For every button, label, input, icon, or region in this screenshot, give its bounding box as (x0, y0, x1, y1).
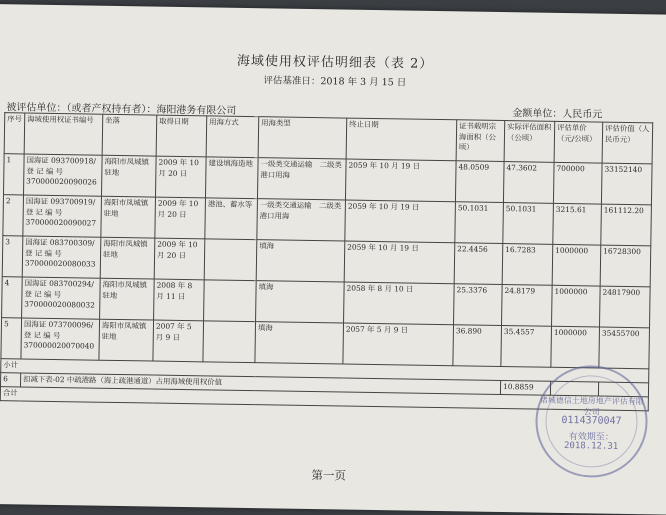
cell-no: 3 (2, 236, 23, 277)
header-location: 坐落 (102, 114, 157, 156)
subtotal-label: 小计 (1, 359, 649, 383)
cell-use-type: 填海 (256, 281, 345, 323)
valuation-table (0, 112, 653, 411)
cell-unit-price: 3215.61 (553, 203, 602, 245)
cell-acquired: 2009 年 10 月 20 日 (155, 197, 206, 239)
cell-eval-area: 47.3602 (503, 162, 554, 204)
header-cert-area: 证书载明宗海面积（公顷） (456, 120, 505, 162)
currency-unit: 金额单位：人民币元 (512, 108, 603, 121)
cell-acquired: 2009 年 10 月 20 日 (154, 238, 205, 280)
cell-no: 6 (0, 373, 20, 387)
cell-value: 161112.20 (601, 204, 652, 246)
cell-location: 海阳市凤城镇驻地 (100, 237, 155, 279)
cell-no: 4 (2, 277, 23, 318)
seal-valid-label: 有效期至： (568, 432, 614, 443)
cell-use-type: 填海 (255, 322, 344, 364)
header-acquired: 取得日期 (156, 115, 207, 157)
seal-code: 0114370047 (561, 414, 622, 427)
cell-cert-area: 48.0509 (455, 161, 504, 203)
header-unit-price: 评估单价（元/公顷） (554, 121, 603, 163)
cell-end-date: 2057 年 5 月 9 日 (343, 323, 454, 366)
cell-location: 海阳市凤城镇驻地 (101, 155, 156, 197)
header-use-type: 用海类型 (258, 117, 347, 159)
cell-use-type: 填海 (256, 240, 345, 282)
cell-unit-price: 1000000 (552, 244, 601, 286)
company-seal-stamp (535, 365, 649, 479)
cell-no: 5 (1, 318, 22, 359)
cell-value: 33152140 (601, 163, 652, 205)
cell-acquired: 2009 年 10 月 20 日 (155, 156, 206, 198)
cell-cert: 国海证 093700919/登 记 编 号 370000020090027 (23, 195, 102, 237)
cell-end-date: 2059 年 10 月 19 日 (345, 159, 456, 202)
header-value: 评估价值（人民币元） (602, 122, 653, 164)
cell-use-mode: 港池、蓄水等 (205, 198, 258, 240)
cell-cert: 国海证 073700096/登 记 编 号 370000020070040 (21, 318, 100, 360)
cell-end-date: 2059 年 10 月 19 日 (344, 241, 455, 284)
cell-use-type: 一级类交通运输 二级类港口用海 (257, 158, 346, 200)
cell-unit-price: 1000000 (551, 326, 600, 368)
cell-end-date: 2059 年 10 月 19 日 (345, 200, 456, 243)
total-label: 合计 (0, 387, 648, 411)
cell-location: 海阳市凤城镇驻地 (99, 319, 154, 361)
cell-end-date: 2058 年 8 月 10 日 (344, 282, 455, 325)
cell-location: 海阳市凤城镇驻地 (101, 196, 156, 238)
seal-date: 2018.12.31 (563, 441, 619, 452)
header-cert: 海域使用权证书编号 (24, 113, 103, 155)
cell-eval-area: 24.8179 (502, 285, 553, 327)
cell-unit-price: 700000 (553, 162, 602, 204)
header-no: 序号 (4, 113, 25, 154)
cell-eval-area: 16.7283 (502, 244, 553, 286)
header-use-mode: 用海方式 (206, 116, 259, 158)
cell-value: 35455700 (599, 327, 650, 369)
seal-company-name: 诸城德信土地房地产评估有限公司 (539, 395, 644, 417)
document-sheet (0, 4, 666, 515)
header-eval-area: 实际评估面积（公顷） (504, 121, 555, 163)
cell-value: 24817900 (600, 286, 651, 328)
cell-no: 2 (3, 195, 24, 236)
cell-eval-area: 10.8859 (500, 381, 550, 396)
cell-cert: 国海证 093700918/登 记 编 号 370000020090026 (24, 154, 103, 196)
cell-use-mode (203, 321, 256, 363)
cell-unit-price: 1000000 (552, 285, 601, 327)
cell-use-type: 一级类交通运输 二级类港口用海 (257, 199, 346, 241)
base-date: 评估基准日：2018 年 3 月 15 日 (263, 75, 407, 89)
page-footer: 第一页 (311, 468, 346, 483)
cell-cert: 国海证 083700294/登 记 编 号 370000020080032 (22, 277, 101, 319)
cell-cert: 国海证 083700309/登 记 编 号 370000020080033 (22, 236, 101, 278)
cell-cert-area: 25.3376 (454, 284, 503, 326)
cell-acquired: 2008 年 8 月 11 日 (154, 279, 205, 321)
cell-location: 海阳市凤城镇驻地 (100, 278, 155, 320)
cell-use-mode (204, 280, 257, 322)
cell-value: 16728300 (600, 245, 651, 287)
deduction-text: 扣减下表-02 中疏港路（海上疏港通道）占用海域使用权价值 (20, 373, 500, 395)
cell-cert-area: 50.1031 (455, 202, 504, 244)
cell-acquired: 2007 年 5 月 9 日 (153, 320, 204, 362)
cell-no: 1 (4, 154, 25, 195)
cell-eval-area: 35.4557 (501, 326, 552, 368)
header-end-date: 终止日期 (346, 118, 457, 161)
cell-use-mode: 建设填海造地 (205, 157, 258, 199)
cell-cert-area: 22.4456 (454, 243, 503, 285)
evaluated-unit: 被评估单位：（或者产权持有者）：海阳港务有限公司 (6, 102, 237, 117)
document-title: 海域使用权评估明细表（表 2） (236, 53, 434, 72)
cell-use-mode (204, 239, 257, 281)
cell-cert-area: 36.890 (453, 325, 502, 367)
cell-eval-area: 50.1031 (503, 203, 554, 245)
